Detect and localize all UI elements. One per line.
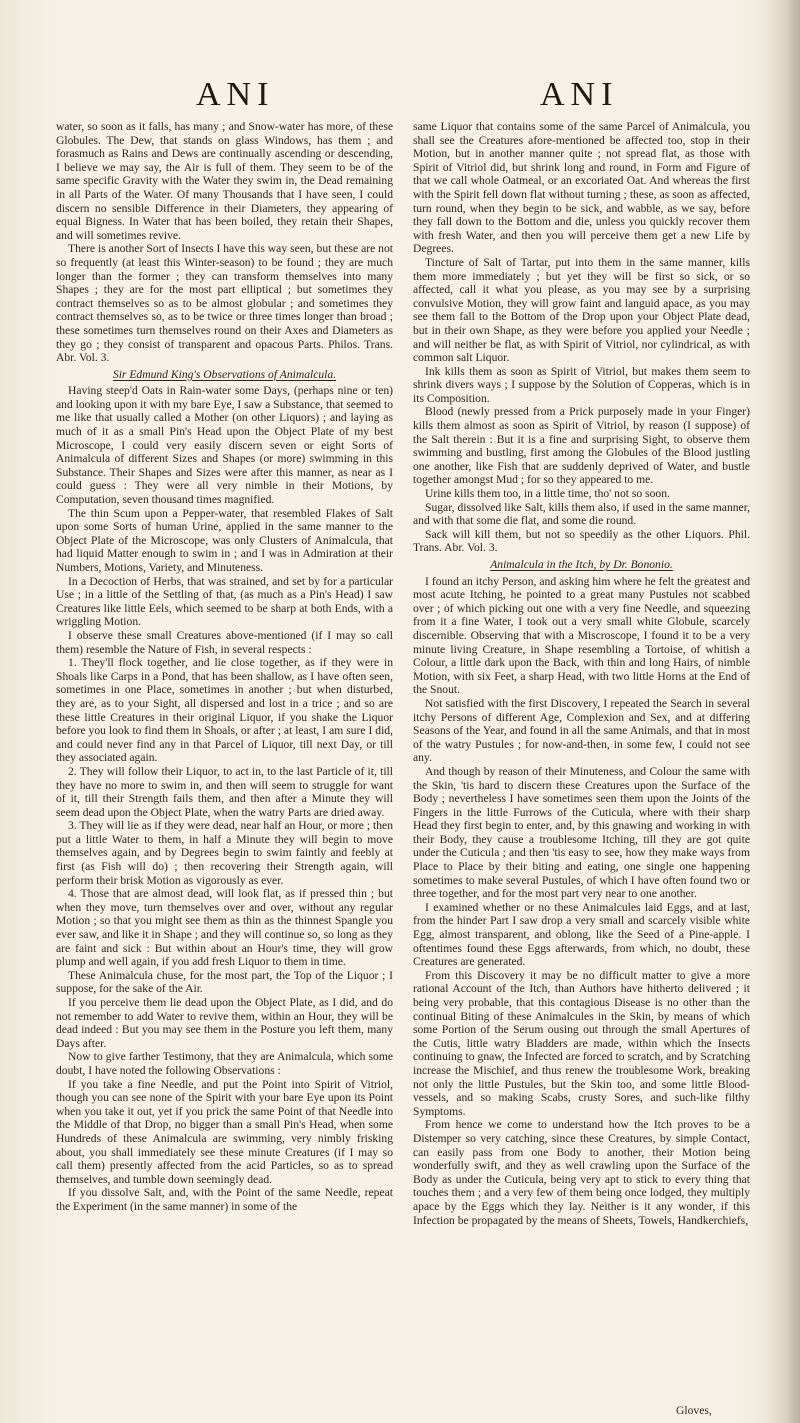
paragraph: From this Discovery it may be no difficult matter to give a more rational Account of the Itch, than Authors have hitherto delivered ; it being very probable, that this contagious Disease is no other than the continual Biting of these Animalcules in the Skin, by means of which some Portion of the Serum ousing out through the small Apertures of the Cutis, little watry Bladders are made, within which the Insects continuing to gnaw, the Infected are forced to scratch, and by Scratching increase the Mischief, and thus renew the troublesome Work, breaking not only the little Pustules, but the Skin too, and some little Blood-vessels, and so making Scabs, crusty Sores, and such-like filthy Symptoms. — [413, 968, 750, 1118]
paragraph: From hence we come to understand how the Itch proves to be a Distemper so very catching, since these Creatures, by simple Contact, can easily pass from one Body to another, their Motion being wonderfully swift, and they as well crawling upon the Surface of the Body as under the Cuticula, being very apt to stick to every thing that touches them ; and a very few of them being once lodged, they multiply apace by the Eggs which they lay. Neither is it any wonder, if this Infection be propagated by the means of Sheets, Towels, Handkerchiefs, — [413, 1118, 750, 1227]
paragraph: same Liquor that contains some of the same Parcel of Animalcula, you shall see the Creatures afore-mentioned be affected too, stop in their Motion, but in another manner quite ; not spread flat, as those with Spirit of Vitriol did, but shrink long and round, in Form and Figure of that we call whole Oatmeal, or an excoriated Oat. And whereas the first with the Spirit fell down flat without turning ; these, as soon as affected, turn round, when they begin to be sick, and wabble, as we say, before they fall down to the Bottom and die, unless you quickly recover them with fresh Water, and then you will perceive them get a new Life by Degrees. — [413, 120, 750, 256]
paragraph: Sugar, dissolved like Salt, kills them also, if used in the same manner, and with that some die flat, and some die round. — [413, 500, 750, 528]
paragraph: 2. They will follow their Liquor, to act in, to the last Particle of it, till they have no more to swim in, and then will seem to struggle for want of it, till their Strength fails them, and then after a Minute they will seem dead upon the Object Plate, when the watry Parts are dried away. — [56, 764, 393, 819]
paragraph: 3. They will lie as if they were dead, near half an Hour, or more ; then put a little Water to them, in half a Minute they will begin to move themselves again, and by Degrees begin to swim faintly and feebly at first (as Fish will do) ; then recovering their Strength again, will perform their brisk Motion as vigorously as ever. — [56, 819, 393, 887]
paragraph: Urine kills them too, in a little time, tho' not so soon. — [425, 487, 670, 501]
paragraph: I examined whether or no these Animalcules laid Eggs, and at last, from the hinder Part I saw drop a very small and scarcely visible white Egg, almost transparent, and oblong, like the Seed of a Pine-apple. I oftentimes found these Eggs afterwards, from which, no doubt, these Creatures are generated. — [413, 900, 750, 969]
paragraph: Blood (newly pressed from a Prick purposely made in your Finger) kills them almost as soon as Spirit of Vitriol, by reason (I suppose) of the Salt therein : But it is a fine and surprising Sight, to observe them swimming and bustling, first among the Globules of the Blood justling one another, like Fish that are suddenly deprived of Water, and bustle together amongst Mud ; for so they appeared to me. — [413, 405, 750, 487]
paragraph: I found an itchy Person, and asking him where he felt the greatest and most acute Itching, he pointed to a great many Pustules not scabbed over ; of which picking out one with a very fine Needle, and squeezing from it a fine Water, I took out a very small white Globule, scarcely discernible. Observing that with a Miscroscope, I found it to be a very minute living Creature, in Shape resembling a Tortoise, of whitish a Colour, a little dark upon the Back, with thin and long Hairs, of nimble Motion, with six Feet, a sharp Head, with two little Horns at the End of the Snout. — [413, 574, 750, 697]
page-edge-shadow — [764, 0, 800, 1423]
section-heading: Animalcula in the Itch, by Dr. Bononio. — [490, 558, 673, 571]
left-column — [56, 120, 393, 1214]
paragraph: In a Decoction of Herbs, that was strained, and set by for a particular Use ; in a little of the Settling of that, (as much as a Pin's Head) I saw Creatures like little Eels, which seemed to be sharp at both Ends, with a wriggling Motion. — [56, 574, 393, 629]
paragraph: Now to give farther Testimony, that they are Animalcula, which some doubt, I have noted the following Observations : — [56, 1050, 393, 1077]
paragraph: There is another Sort of Insects I have this way seen, but these are not so frequently (at least this Winter-season) to be found ; they are much longer than the former ; they can transform themselves into many Shapes ; they are for the most part elliptical ; but sometimes they contract themselves so as to be almost globular ; and sometimes they contract themselves so, as to be twice or three times longer than broad ; these sometimes turn themselves round on their Axes and Diameters as they go ; they consist of transparent and opacous Parts. Philos. Trans. Abr. Vol. 3. — [56, 242, 393, 365]
paragraph: And though by reason of their Minuteness, and Colour the same with the Skin, 'tis hard to discern these Creatures upon the Surface of the Body ; nevertheless I have sometimes seen them upon the Joints of the Fingers in the little Furrows of the Cuticula, where with their sharp Head they first begin to enter, and, by this gnawing and working in with their Body, they cause a troublesome Itching, till they are got quite under the Cuticula ; and then 'tis easy to see, how they make ways from Place to Place by their biting and eating, one single one happening sometimes to make several Pustules, of which I have often found two or three together, and for the most part very near to one another. — [413, 764, 750, 901]
paragraph: If you dissolve Salt, and, with the Point of the same Needle, repeat the Experiment (in the same manner) in some of the — [56, 1186, 393, 1213]
section-heading: Sir Edmund King's Observations of Animalcula. — [112, 367, 337, 381]
paragraph: 4. Those that are almost dead, will look flat, as if pressed thin ; but when they move, turn themselves over and over, without any regular Motion ; so that you might see them as thin as the thinnest Spangle you ever saw, and like it in Shape ; and they will continue so, so long as they are faint and sick : But within about an Hour's time, they will grow plump and well again, if you add fresh Liquor to them in time. — [56, 887, 393, 969]
paragraph: Not satisfied with the first Discovery, I repeated the Search in several itchy Persons of different Age, Complexion and Sex, and at differing Seasons of the Year, and found in all the same Animals, and that in most of the watry Pustules ; for now-and-then, in some few, I could not see any. — [413, 696, 750, 765]
running-head-left: ANI — [196, 76, 275, 113]
right-column — [413, 120, 750, 1227]
paragraph: If you take a fine Needle, and put the Point into Spirit of Vitriol, though you can see none of the Spirit with your bare Eye upon its Point when you take it out, yet if you prick the same Point of that Needle into the Middle of that Drop, no bigger than a small Pin's Head, when some Hundreds of these Animalcula are swimming, very nimbly frisking about, you shall immediately see these minute Creatures (if I may so call them) presently affected from the acid Particles, so as to spread themselves, and tumble down seemingly dead. — [56, 1077, 393, 1186]
paragraph: Sack will kill them, but not so speedily as the other Liquors. Phil. Trans. Abr. Vol. 3. — [413, 527, 750, 555]
paragraph: 1. They'll flock together, and lie close together, as if they were in Shoals like Carps in a Pond, that has been shallow, as I have often seen, sometimes in one Place, sometimes in another ; but when disturbed, they are, as to your Sight, all dispersed and lost in a trice ; and so are these little Creatures in their original Liquor, if you shake the Liquor before you look to find them in Shoals, or after ; at least, I am sure I did, and could never find any in that Parcel of Liquor, till next Day, or till they associated again. — [56, 656, 393, 765]
paragraph: Having steep'd Oats in Rain-water some Days, (perhaps nine or ten) and looking upon it with my bare Eye, I saw a Substance, that seemed to me like that usually called a Mother (on other Liquors) ; and laying as much of it as a small Pin's Head upon the Object Plate of my best Microscope, I could very easily discern seven or eight Sorts of Animalcula of different Sizes and Shapes (or more) swimming in this Substance. Their Shapes and Sizes were after this manner, as near as I could guess : They were all very nimble in their Motions, by Computation, seven thousand times magnified. — [56, 384, 393, 507]
paragraph: The thin Scum upon a Pepper-water, that resembled Flakes of Salt upon some Sorts of human Urine, applied in the same manner to the Object Plate of the Microscope, was only Clusters of Animalcula, that had liquid Matter enough to swim in ; and I was in Admiration at their Numbers, Motions, Variety, and Minuteness. — [56, 506, 393, 574]
paragraph: I observe these small Creatures above-mentioned (if I may so call them) resemble the Nature of Fish, in several respects : — [56, 628, 393, 656]
paragraph: water, so soon as it falls, has many ; and Snow-water has more, of these Globules. The Dew, that stands on glass Windows, has them ; and forasmuch as Rains and Dews are continually ascending or descending, I believe we may say, the Air is full of them. They seem to be of the same specific Gravity with the Water they swim in, the Dead remaining in all Parts of the Water. Of many Thousands that I have seen, I could discern no sensible Difference in their Diameters, they appearing of equal Bigness. In Water that has been boiled, they retain their Shapes, and will sometimes revive. — [56, 120, 393, 242]
paragraph: If you perceive them lie dead upon the Object Plate, as I did, and do not remember to add Water to revive them, within an Hour, they will be dead indeed : But you may see them in the Posture you left them, many Days after. — [56, 996, 393, 1050]
paragraph: These Animalcula chuse, for the most part, the Top of the Liquor ; I suppose, for the sake of the Air. — [56, 968, 393, 996]
paragraph: Ink kills them as soon as Spirit of Vitriol, but makes them seem to shrink divers ways ; I suppose by the Solution of Copperas, which is in its Composition. — [413, 364, 750, 405]
running-head-right: ANI — [540, 76, 619, 113]
catchword: Gloves, — [676, 1404, 712, 1417]
paragraph: Tincture of Salt of Tartar, put into them in the same manner, kills them more immediately ; but yet they will be first so sick, or so affected, call it what you please, as you may see by a surprising convulsive Motion, they will grow faint and languid apace, as you may see them fall to the Bottom of the Drop upon your Object Plate dead, but in their own Shape, as they were before you applied your Needle ; and will neither be flat, as with Spirit of Vitriol, nor cylindrical, as with common salt Liquor. — [413, 255, 750, 365]
